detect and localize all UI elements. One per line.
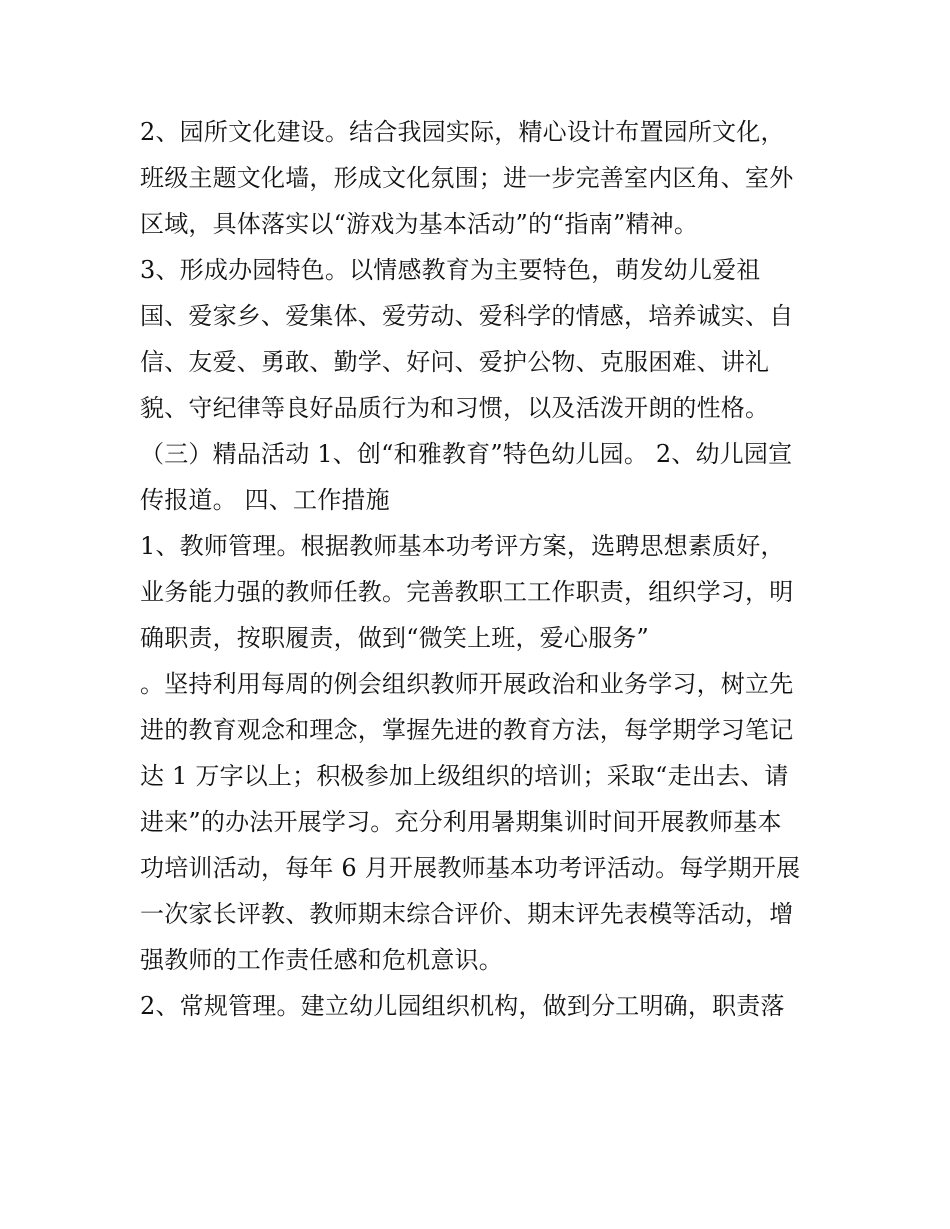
text-line: 强教师的工作责任感和危机意识。 xyxy=(140,946,503,974)
text-line: 传报道。 四、工作措施 xyxy=(140,486,390,514)
text-line: 业务能力强的教师任教。完善教职工工作职责，组织学习，明 xyxy=(140,578,794,606)
text-line: 确职责，按职履责，做到“微笑上班，爱心服务” xyxy=(140,624,649,652)
text-line: 信、友爱、勇敢、勤学、好问、爱护公物、克服困难、讲礼 xyxy=(140,348,770,376)
text-line: 。坚持利用每周的例会组织教师开展政治和业务学习，树立先 xyxy=(140,670,794,698)
text-line: 貌、守纪律等良好品质行为和习惯，以及活泼开朗的性格。 xyxy=(140,394,770,422)
text-line: 班级主题文化墙，形成文化氛围；进一步完善室内区角、室外 xyxy=(140,164,794,192)
text-line: 达 1 万字以上；积极参加上级组织的培训；采取“走出去、请 xyxy=(140,762,789,790)
text-line: 3、形成办园特色。以情感教育为主要特色，萌发幼儿爱祖 xyxy=(140,256,761,284)
text-line: 区域，具体落实以“游戏为基本活动”的“指南”精神。 xyxy=(140,210,699,238)
text-line: 2、常规管理。建立幼儿园组织机构，做到分工明确，职责落 xyxy=(140,992,785,1020)
text-line: 进的教育观念和理念，掌握先进的教育方法，每学期学习笔记 xyxy=(140,716,794,744)
text-line: 一次家长评教、教师期末综合评价、期末评先表模等活动，增 xyxy=(140,900,794,928)
text-line: 1、教师管理。根据教师基本功考评方案，选聘思想素质好， xyxy=(140,532,785,560)
text-line: （三）精品活动 1、创“和雅教育”特色幼儿园。 2、幼儿园宣 xyxy=(140,440,793,468)
text-line: 进来”的办法开展学习。充分利用暑期集训时间开展教师基本 xyxy=(140,808,782,836)
document-body xyxy=(140,109,820,1029)
text-line: 2、园所文化建设。结合我园实际，精心设计布置园所文化， xyxy=(140,118,785,146)
text-line: 国、爱家乡、爱集体、爱劳动、爱科学的情感，培养诚实、自 xyxy=(140,302,794,330)
text-line: 功培训活动，每年 6 月开展教师基本功考评活动。每学期开展 xyxy=(140,854,801,882)
